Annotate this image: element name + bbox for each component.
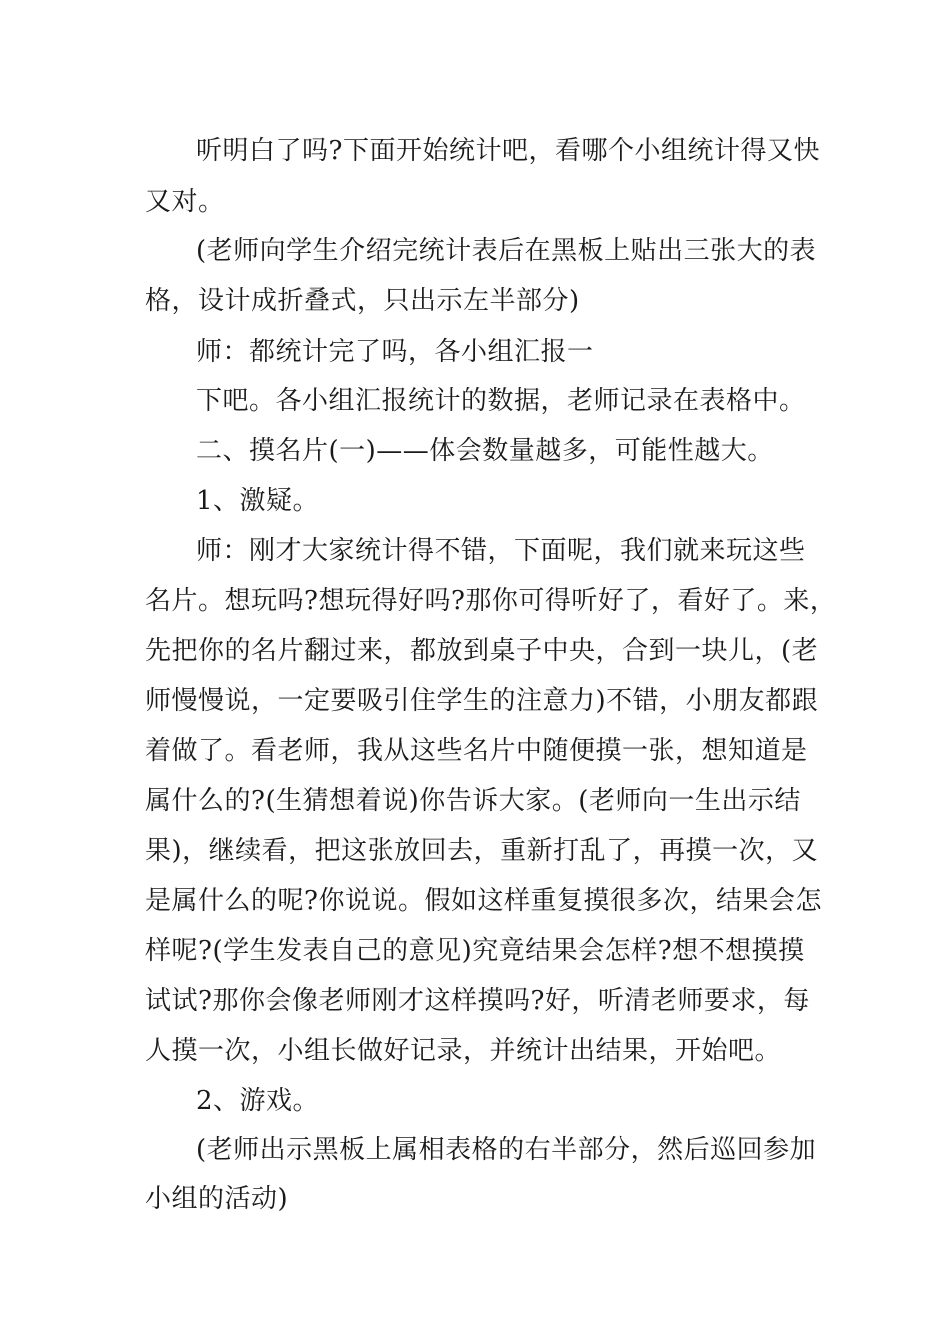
paragraph-line: 师慢慢说，一定要吸引住学生的注意力)不错，小朋友都跟 bbox=[145, 686, 819, 716]
paragraph-line: 样呢?(学生发表自己的意见)究竟结果会怎样?想不想摸摸 bbox=[145, 936, 805, 966]
paragraph-line: 着做了。看老师，我从这些名片中随便摸一张，想知道是 bbox=[145, 736, 808, 766]
paragraph-line: 属什么的?(生猜想着说)你告诉大家。(老师向一生出示结 bbox=[145, 786, 801, 816]
paragraph-line: (老师出示黑板上属相表格的右半部分，然后巡回参加 bbox=[196, 1135, 817, 1165]
paragraph-line: 试试?那你会像老师刚才这样摸吗?好，听清老师要求，每 bbox=[145, 986, 810, 1016]
paragraph-line: 小组的活动) bbox=[145, 1184, 289, 1214]
paragraph-line: 格，设计成折叠式，只出示左半部分) bbox=[145, 286, 580, 316]
paragraph-line: 名片。想玩吗?想玩得好吗?那你可得听好了，看好了。来， bbox=[145, 586, 837, 616]
paragraph-line: (老师向学生介绍完统计表后在黑板上贴出三张大的表 bbox=[196, 236, 817, 266]
paragraph-line: 下吧。各小组汇报统计的数据，老师记录在表格中。 bbox=[196, 386, 806, 416]
section-heading: 二、摸名片(一)——体会数量越多，可能性越大。 bbox=[196, 436, 774, 466]
paragraph-line: 果)，继续看，把这张放回去，重新打乱了，再摸一次，又 bbox=[145, 836, 819, 866]
paragraph-line: 师：刚才大家统计得不错，下面呢，我们就来玩这些 bbox=[196, 536, 806, 566]
paragraph-line: 师：都统计完了吗，各小组汇报一 bbox=[196, 337, 594, 367]
paragraph-line: 听明白了吗?下面开始统计吧，看哪个小组统计得又快 bbox=[196, 136, 820, 166]
paragraph-line: 又对。 bbox=[145, 187, 225, 217]
subsection-heading: 2、游戏。 bbox=[196, 1086, 320, 1116]
paragraph-line: 先把你的名片翻过来，都放到桌子中央，合到一块儿，(老 bbox=[145, 636, 819, 666]
paragraph-line: 是属什么的呢?你说说。假如这样重复摸很多次，结果会怎 bbox=[145, 886, 822, 916]
subsection-heading: 1、激疑。 bbox=[196, 486, 320, 516]
paragraph-line: 人摸一次，小组长做好记录，并统计出结果，开始吧。 bbox=[145, 1036, 782, 1066]
